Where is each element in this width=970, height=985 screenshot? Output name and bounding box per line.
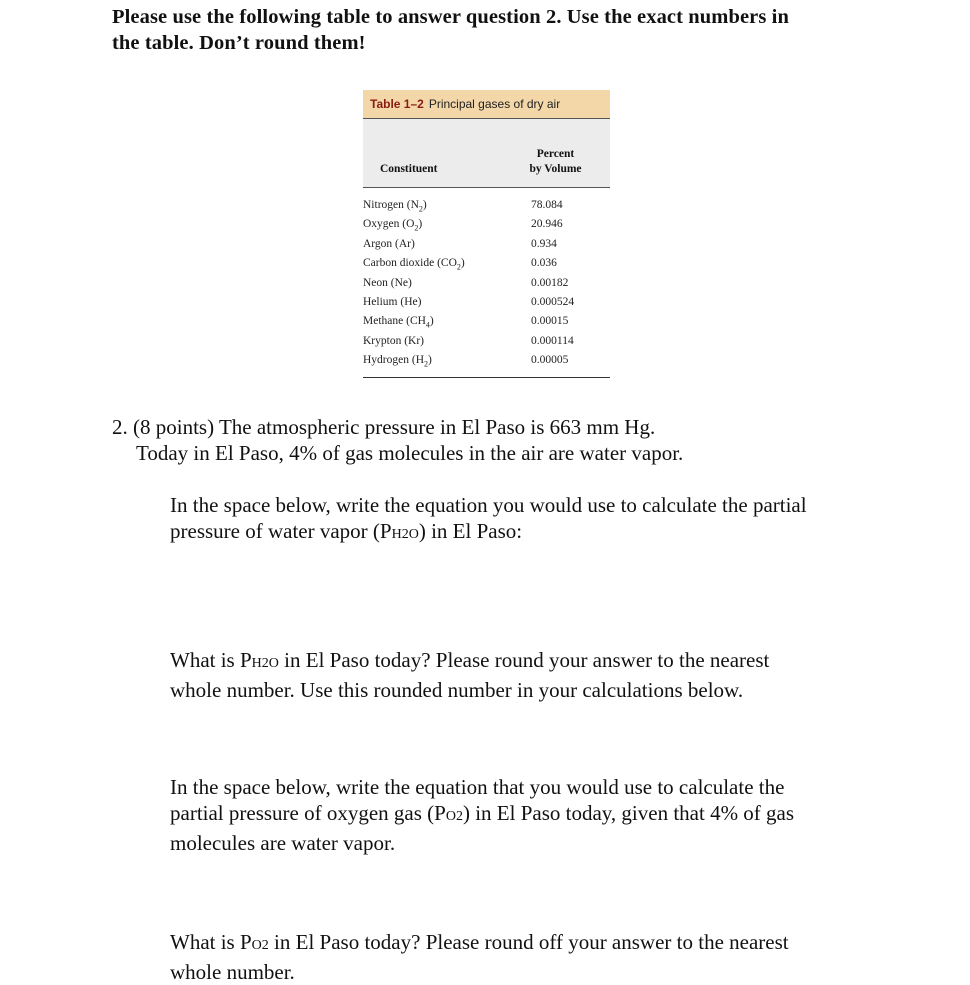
prompt-1-line-2 <box>170 518 870 548</box>
prompt-2-line-2: whole number. Use this rounded number in your calculations below. <box>170 678 744 702</box>
percent-value: 0.00182 <box>531 276 569 289</box>
constituent-name <box>363 351 432 374</box>
table-row <box>363 312 610 331</box>
prompt-water-equation <box>170 492 870 548</box>
constituent-name <box>363 274 412 293</box>
prompt-3-text: partial pressure of oxygen gas (P <box>170 801 446 825</box>
percent-value: 0.934 <box>531 237 557 250</box>
formula-subscript: 2 <box>456 262 461 272</box>
constituent-label: Krypton (Kr) <box>363 334 424 347</box>
constituent-label: Neon (Ne) <box>363 276 412 289</box>
header-percent-line2: by Volume <box>529 163 582 175</box>
constituent-label: Argon (Ar) <box>363 237 415 250</box>
table-body <box>363 188 610 378</box>
prompt-1-tail: ) in El Paso: <box>418 519 523 543</box>
subscript-h2o: H2O <box>251 656 279 671</box>
formula-close: ) <box>429 315 434 328</box>
percent-value: 78.084 <box>531 199 563 211</box>
percent-value: 0.000524 <box>531 295 575 308</box>
prompt-1-text: pressure of water vapor (P <box>170 519 392 543</box>
subscript-h2o: H2O <box>391 527 419 542</box>
constituent-label: Carbon dioxide (CO <box>363 257 457 270</box>
constituent-label: Hydrogen (H <box>363 354 424 367</box>
table-row <box>363 254 610 273</box>
percent-value: 20.946 <box>531 218 563 231</box>
percent-value: 0.00015 <box>531 315 569 328</box>
constituent-label: Methane (CH <box>363 315 426 328</box>
formula-subscript: 2 <box>418 204 423 214</box>
prompt-oxygen-value <box>170 929 870 985</box>
prompt-2-tail: in El Paso today? Please round your answer to the nearest <box>278 648 770 672</box>
question-line-1: 2. (8 points) The atmospheric pressure in El Paso is 663 mm Hg. <box>112 415 656 439</box>
prompt-water-value <box>170 647 870 703</box>
table-caption <box>363 90 610 119</box>
header-percent-line1: Percent <box>536 148 575 160</box>
constituent-name <box>363 293 421 312</box>
table-row <box>363 215 610 234</box>
percent-value: 0.000114 <box>531 334 574 347</box>
percent-value: 0.036 <box>531 257 557 270</box>
table-row <box>363 351 610 370</box>
gases-table <box>363 90 610 378</box>
formula-close: ) <box>460 257 465 270</box>
prompt-4-text: What is P <box>170 930 252 954</box>
constituent-label: Oxygen (O <box>363 218 415 231</box>
table-row <box>363 235 610 254</box>
instructions <box>112 4 872 56</box>
subscript-o2: O2 <box>251 938 269 953</box>
constituent-label: Nitrogen (N <box>363 199 419 211</box>
table-row <box>363 332 610 351</box>
table-header <box>363 119 610 188</box>
header-percent <box>518 147 593 177</box>
header-constituent: Constituent <box>380 163 438 175</box>
constituent-name <box>363 332 424 351</box>
subscript-o2: O2 <box>445 809 463 824</box>
formula-close: ) <box>422 199 427 211</box>
prompt-3-line-1: In the space below, write the equation that you would use to calculate the <box>170 775 785 799</box>
table-row <box>363 274 610 293</box>
prompt-2-text: What is P <box>170 648 252 672</box>
formula-close: ) <box>428 354 432 367</box>
formula-close: ) <box>418 218 423 231</box>
formula-subscript: 4 <box>425 320 430 330</box>
prompt-4-line-2: whole number. <box>170 960 295 984</box>
table-title: Principal gases of dry air <box>428 97 561 111</box>
percent-value: 0.00005 <box>531 354 569 367</box>
formula-subscript: 2 <box>424 359 428 369</box>
table-label: Table 1–2 <box>370 97 424 111</box>
prompt-3-line-2 <box>170 800 870 830</box>
constituent-label: Helium (He) <box>363 295 422 308</box>
question-line-2: Today in El Paso, 4% of gas molecules in the air are water vapor. <box>136 441 684 465</box>
table-row <box>363 293 610 312</box>
prompt-4-line-1 <box>170 929 870 959</box>
prompt-2-line-1 <box>170 647 870 677</box>
instructions-line-2: the table. Don’t round them! <box>112 32 366 54</box>
prompt-3-line-3: molecules are water vapor. <box>170 831 396 855</box>
constituent-name <box>363 235 415 254</box>
table-row <box>363 196 610 215</box>
prompt-1-line-1: In the space below, write the equation you would use to calculate the partial <box>170 493 807 517</box>
formula-subscript: 2 <box>414 223 419 233</box>
prompt-4-tail: in El Paso today? Please round off your answer to the nearest <box>268 930 789 954</box>
prompt-3-tail: ) in El Paso today, given that 4% of gas <box>462 801 795 825</box>
instructions-line-1: Please use the following table to answer question 2. Use the exact numbers in <box>112 6 789 28</box>
prompt-oxygen-equation <box>170 774 870 856</box>
